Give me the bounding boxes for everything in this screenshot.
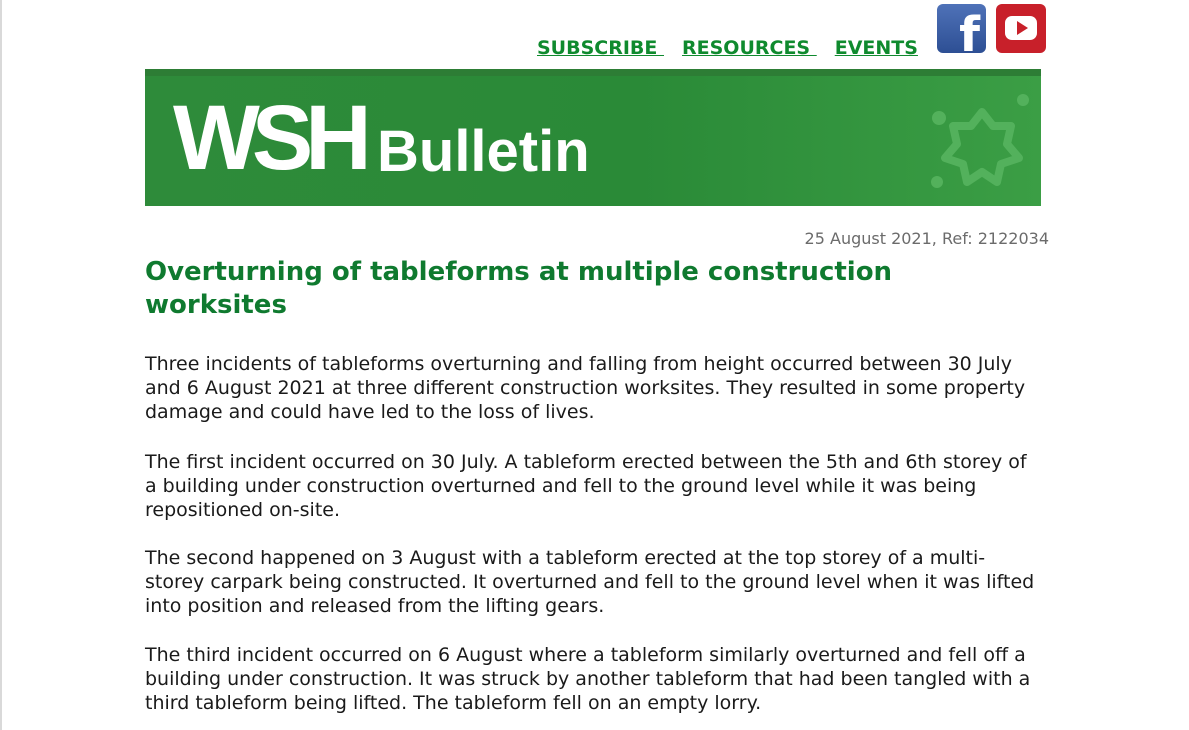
article-paragraph-4: The third incident occurred on 6 August where a tableform similarly overturned and fell off a building under construction. It was struck by another tableform that had been tangled with a third tableform being lifted. The tableform fell on an empty lorry.	[145, 644, 1031, 714]
date-reference: 25 August 2021, Ref: 2122034	[804, 229, 1049, 248]
top-navigation	[537, 37, 936, 59]
resources-link[interactable]: RESOURCES	[682, 37, 817, 59]
article-paragraph-1: Three incidents of tableforms overturning and falling from height occurred between 30 July and 6 August 2021 at three different construction worksites. They resulted in some property damage and could have led to the loss of lives.	[145, 353, 1026, 423]
article-paragraph-2: The first incident occurred on 30 July. A tableform erected between the 5th and 6th storey of a building under construction overturned and fell to the ground level while it was being repositioned on-site.	[145, 451, 1027, 521]
banner-wsh-text: WSH	[173, 87, 364, 189]
facebook-glyph: f	[959, 7, 980, 53]
wsh-bulletin-banner	[145, 69, 1041, 206]
subscribe-link[interactable]: SUBSCRIBE	[537, 37, 664, 59]
article-paragraph-3: The second happened on 3 August with a tableform erected at the top storey of a multi-storey carpark being constructed. It overturned and fell to the ground level when it was lifted into position and released from the lifting gears.	[145, 547, 1035, 617]
facebook-icon[interactable]	[937, 4, 986, 53]
banner-bulletin-text: Bulletin	[377, 119, 590, 184]
youtube-icon[interactable]	[996, 4, 1046, 53]
play-icon	[1017, 21, 1028, 35]
banner-star-logo-icon	[927, 86, 1037, 204]
page-left-border	[0, 0, 2, 730]
events-link[interactable]: EVENTS	[834, 37, 918, 59]
article-title: Overturning of tableforms at multiple construction worksites	[145, 257, 893, 320]
